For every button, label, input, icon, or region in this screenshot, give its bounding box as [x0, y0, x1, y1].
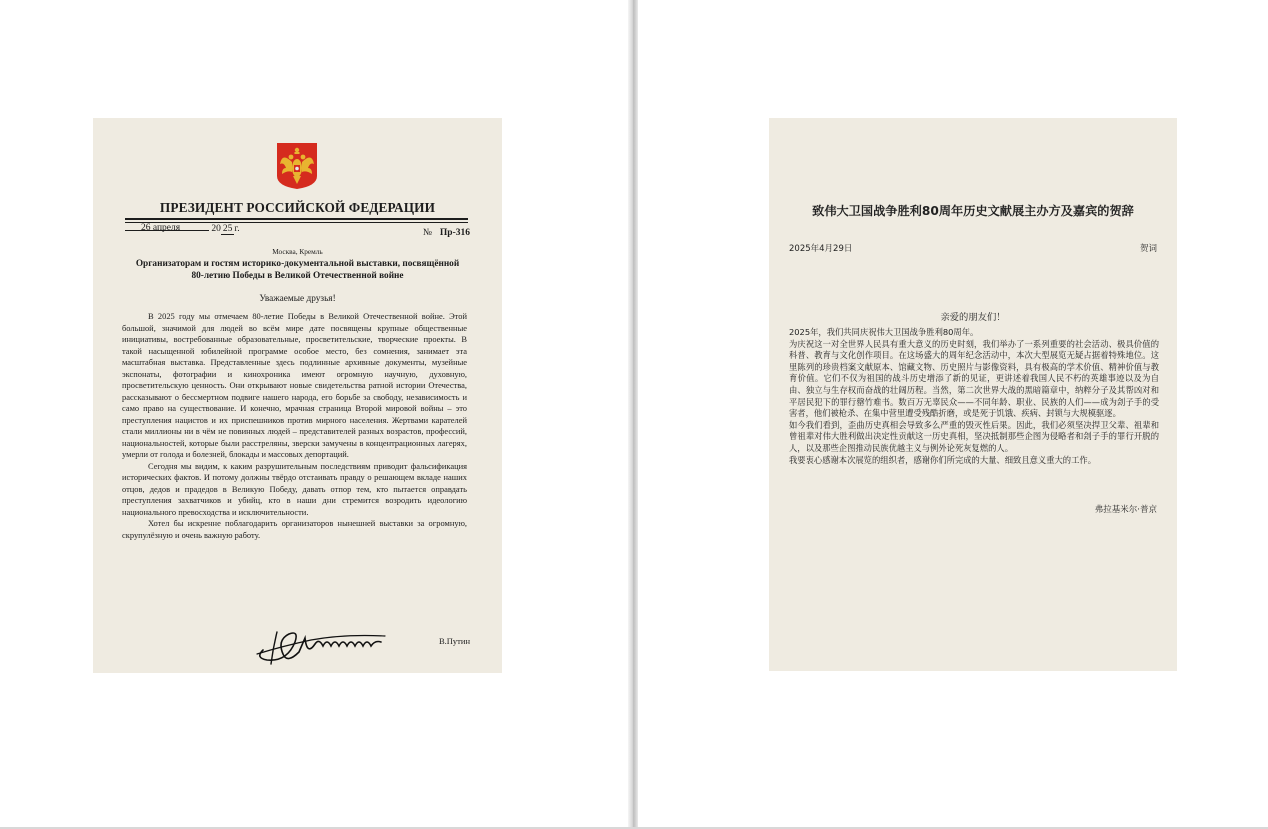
signature-name: В.Путин — [439, 636, 470, 646]
paragraph: В 2025 году мы отмечаем 80-летие Победы в Великой Отечественной войне. Этой большой, значимой для людей во всём мире дате посвящены крупные общественные инициативы, востребованные образовательные, просветительские, творческие проекты. В такой насыщенной юбилейной программе особое место, без сомнения, занимает эта масштабная выставка. Представленные здесь подлинные архивные документы, музейные экспонаты, фотографии и кинохроника имеют огромную научную, духовную, просветительскую ценность. Они открывают новые свидетельства ратной истории Отечества, рассказывают о бессмертном подвиге нашего народа, его борьбе за свободу, независимость и само право на существование. И конечно, мрачная страница Второй мировой войны – это преступления нацистов и их приспешников против мирного населения. Жертвами карателей стали миллионы ни в чём не повинных людей – представителей разных возрастов, профессий, национальностей, которые были расстреляны, зверски замучены в концентрационных лагерях, умерли от голода и болезней, блокады и массовых депортаций. — [122, 311, 467, 459]
left-page — [0, 0, 628, 829]
letter-addressee: Организаторам и гостям историко-документальной выставки, посвящённой 80-летию Победы в Великой Отечественной войне — [135, 259, 460, 281]
paragraph: 我要衷心感谢本次展览的组织者，感谢你们所完成的大量、细致且意义重大的工作。 — [789, 454, 1096, 465]
letter-greeting: Уважаемые друзья! — [259, 294, 336, 304]
book-gutter — [628, 0, 638, 829]
paragraph: 为庆祝这一对全世界人民具有重大意义的历史时刻，我们举办了一系列重要的社会活动、极具价值的科普、教育与文化创作项目。在这场盛大的周年纪念活动中，本次大型展览无疑占据着特殊地位。这里陈列的珍贵档案文献原本、馆藏文物、历史照片与影像资料，具有极高的学术价值、精神价值与教育价值。它们不仅为祖国的战斗历史增添了新的见证，更讲述着我国人民不朽的英雄事迹以及为自由、独立与生存权而奋战的壮阔历程。当然，第二次世界大战的黑暗篇章中，纳粹分子及其帮凶对和平居民犯下的罪行罄竹难书。数百万无辜民众——不同年龄、职业、民族的人们——成为刽子手的受害者，他们被枪杀、在集中营里遭受残酷折磨，或是死于饥饿、疾病、封锁与大规模驱逐。 — [789, 338, 1159, 419]
letter-location: Москва, Кремль — [272, 247, 323, 256]
number-value: Пр-316 — [439, 228, 470, 238]
translation-tag: 贺词 — [1139, 244, 1157, 254]
paragraph: 2025年，我们共同庆祝伟大卫国战争胜利80周年。 — [789, 327, 979, 337]
letterhead-title: ПРЕЗИДЕНТ РОССИЙСКОЙ ФЕДЕРАЦИИ — [159, 200, 436, 215]
date-year-prefix: 20 — [211, 224, 221, 234]
number-label: № — [422, 228, 432, 238]
chinese-letter — [769, 118, 1177, 671]
translation-signature: 弗拉基米尔·普京 — [1094, 505, 1157, 515]
translation-date: 2025年4月29日 — [789, 244, 853, 254]
russian-letter — [93, 118, 502, 673]
translation-body — [789, 327, 1159, 466]
paragraph: Хотел бы искренне поблагодарить организаторов нынешней выставки за огромную, скрупулёзную и очень важную работу. — [122, 518, 467, 540]
date-year-mark: г. — [234, 224, 240, 234]
handwritten-signature — [253, 620, 393, 666]
date-year-suffix: 25 — [222, 224, 233, 234]
letter-body — [122, 311, 467, 541]
translation-title: 致伟大卫国战争胜利80周年历史文献展主办方及嘉宾的贺辞 — [812, 204, 1134, 218]
translation-greeting: 亲爱的朋友们！ — [940, 312, 1006, 323]
coat-of-arms-icon — [276, 142, 318, 190]
letter-number — [423, 228, 470, 238]
paragraph: Сегодня мы видим, к каким разрушительным последствиям приводит фальсификация исторических фактов. И потому должны твёрдо отстаивать правду о решающем вкладе наших отцов, дедов и прадедов в Великую Победу, давать отпор тем, кто пытается оправдать преступления захватчиков и убийц, кто в наши дни стремится возродить идеологию национального превосходства и исключительности. — [122, 460, 467, 517]
header-rule-thick — [125, 218, 468, 220]
paragraph: 如今我们看到，歪曲历史真相会导致多么严重的毁灭性后果。因此，我们必须坚决捍卫父辈、祖辈和曾祖辈对伟大胜利做出决定性贡献这一历史真相，坚决抵制那些企图为侵略者和刽子手的罪行开脱的人，以及那些企图推动民族优越主义与例外论死灰复燃的人。 — [789, 419, 1159, 453]
date-day-month: 26 апреля — [141, 223, 181, 233]
letter-date — [125, 224, 240, 234]
